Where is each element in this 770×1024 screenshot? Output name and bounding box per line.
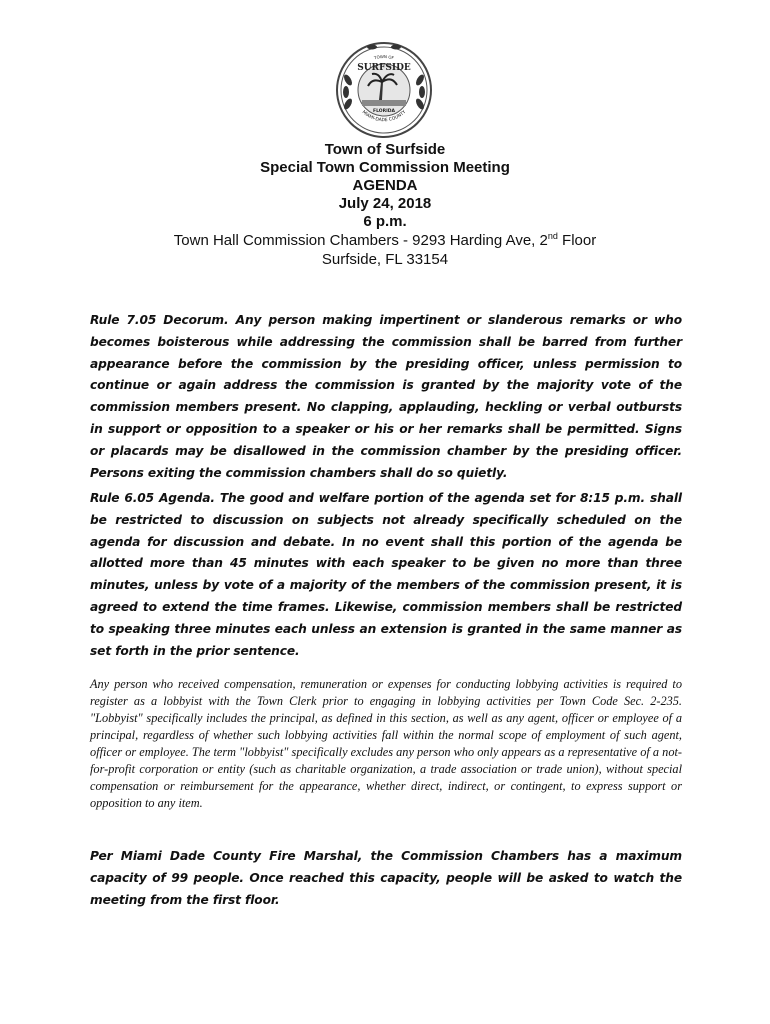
location-sup: nd: [547, 231, 558, 241]
seal-name: SURFSIDE: [357, 63, 411, 73]
lobbyist-notice: Any person who received compensation, remuneration or expenses for conducting lobbying activities is required to register as a lobbyist with the Town Clerk prior to engaging in lobbying activities per Town Code Sec. 2-235. "Lobbyist" specifically includes the principal, as defined in this section, as well as any agent, officer or employee of a principal, regardless of whether such lobbying activities fall within the normal scope of employment of such agent, officer or employee. The term "lobbyist" specifically excludes any person who only appears as a representative of a not-for-profit corporation or entity (such as charitable organization, a trade association or trade union), without special compensation or reimbursement for the appearance, whether direct, indirect, or contingent, to express support or opposition to any item.: [90, 677, 682, 810]
meeting-date: July 24, 2018: [338, 195, 432, 212]
meeting-header: [0, 141, 770, 269]
meeting-location: [0, 231, 770, 250]
town-seal-graphic: [334, 40, 434, 140]
rule-agenda: Rule 6.05 Agenda. The good and welfare portion of the agenda set for 8:15 p.m. shall be restricted to discussion on subjects not already specifically scheduled on the agenda for discussion and debate. In no event shall this portion of the agenda be allotted more than 45 minutes with each speaker to be given no more than three minutes, unless by vote of a majority of the members of the commission present, it is agreed to extend the time frames. Likewise, commission members shall be restricted to speaking three minutes each unless an extension is granted in the same manner as set forth in the prior sentence.: [90, 491, 682, 658]
town-name: Town of Surfside: [324, 141, 446, 158]
town-seal: [334, 40, 434, 140]
meeting-city: Surfside, FL 33154: [321, 251, 449, 268]
fire-marshal-notice: Per Miami Dade County Fire Marshal, the Commission Chambers has a maximum capacity of 99 people. Once reached this capacity, people will be asked to watch the meeting from the first floor.: [90, 849, 682, 907]
rule-decorum: Rule 7.05 Decorum. Any person making impertinent or slanderous remarks or who becomes boisterous while addressing the commission shall be barred from further appearance before the commission by the presiding officer, unless permission to continue or again address the commission is granted by the majority vote of the commission members present. No clapping, applauding, heckling or verbal outbursts in support or opposition to a speaker or his or her remarks shall be permitted. Signs or placards may be disallowed in the commission chamber by the presiding officer. Persons exiting the commission chambers shall do so quietly.: [90, 313, 682, 480]
agenda-title: AGENDA: [352, 177, 418, 194]
seal-county: MIAMI-DADE COUNTY: [360, 109, 408, 124]
meeting-time: 6 p.m.: [363, 213, 407, 230]
location-prefix: Town Hall Commission Chambers - 9293 Harding Ave, 2: [173, 232, 548, 249]
meeting-title: Special Town Commission Meeting: [260, 159, 510, 176]
location-suffix: Floor: [557, 232, 597, 249]
seal-town-of: TOWN OF: [373, 53, 395, 61]
seal-state: FLORIDA: [373, 109, 395, 114]
